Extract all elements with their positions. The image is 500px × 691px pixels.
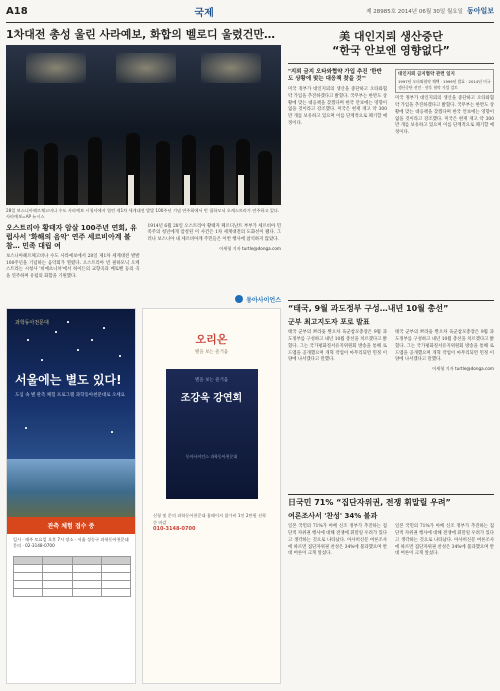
ad-brand-name: 동아사이언스 [246, 296, 281, 304]
info-box-body: 1997년 오타와협약 채택 · 1999년 발효 · 2014년 미국 생산중단 선언 · 향후 협약 가입 검토 [398, 79, 491, 90]
observatory-photo [7, 459, 135, 517]
japan-body-1: 일본 국민의 71%가 아베 신조 정부가 추진하는 집단적 자위권 행사에 대해 전쟁에 휘말릴 우려가 있다고 생각하는 것으로 나타났다. 아사히신문 여론조사에 따르면 집단자위권 찬성은 34%에 불과했으며 반대 여론이 크게 앞섰다. [288, 524, 387, 557]
lead-byline: 이세형 기자 turtle@donga.com [219, 246, 281, 252]
thailand-subhead: 군부 최고지도자 포로 발표 [288, 318, 370, 326]
dateline: 제 28985호 2014년 06월 30일 월요일 [366, 9, 463, 15]
landmine-body: 미국 정부가 대인지뢰의 생산을 중단하고 오타와협약 가입을 추진하겠다고 밝혔다. 국무부는 한반도 상황에 맞는 대응책을 찾겠다며 한국 안보에는 영향이 없을 것이라고 강조했다. 미국은 현재 재고 약 300만 개를 보유하고 있으며 이를 단계적으로 폐기할 예정이다. [288, 86, 387, 127]
lead-article [6, 28, 281, 281]
poster-top: 별을 보는 즐거움 [194, 378, 229, 383]
poster-title: 조강욱 강연회 [180, 393, 243, 404]
lead-body-2: 1914년 6월 28일 오스트리아 황태자 페르디난트 부부가 세르비아 민족주의 청년에게 암살된 이 사건은 1차 세계대전의 도화선이 됐다. 그러나 보스니아 내 세르비아계 주민들은 이번 행사에 참석하지 않았다. [147, 223, 281, 243]
info-box-title: 대인지뢰 금지협약 관련 일지 [398, 71, 455, 77]
photo-caption: 28일 보스니아헤르체고비나 수도 사라예보 시청사에서 열린 제1차 세계대전 발발 100주년 기념 연주회에서 빈 필하모닉 오케스트라가 연주하고 있다. 사라예보=AP 뉴시스 [6, 208, 280, 219]
observatory-ad[interactable] [6, 308, 136, 684]
poster-bottom: 동아사이언스 과학동아천문대 [185, 454, 238, 459]
divider [288, 494, 494, 495]
divider [288, 63, 494, 64]
thailand-article [288, 300, 494, 372]
brand-logo-icon [235, 295, 243, 303]
observatory-banner[interactable]: 관측 체험 접수 중 [7, 517, 135, 534]
lead-body-1: 보스니아헤르체고비나 수도 사라예보에서 28일 제1차 세계대전 발발 100주년을 기념하는 음악회가 열렸다. 오스트리아 빈 필하모닉 오케스트라는 시청사 '비예츠니차'에서 하이든의 교향곡과 베토벤 등의 곡을 연주하며 유럽의 화합을 기원했다. [6, 253, 140, 280]
japan-subhead: 여론조사서 '찬성' 34% 불과 [288, 512, 378, 520]
order-phone[interactable]: 010-3148-0700 [153, 526, 196, 532]
landmine-quote: "지뢰 금지 오타와협약 가입 추진 '한반도 상황에 맞는 대응책 찾을 것'" [288, 68, 382, 83]
concert-photo[interactable] [6, 45, 281, 205]
lead-subhead: 오스트리아 황태자 암살 100주년 연회, 유럽사서 '화해의 음악' 연주 세르비아계 불참… 민족 대립 여 [6, 223, 137, 250]
divider [288, 300, 494, 301]
observatory-info: 일시 · 매주 토요일 오후 7시 장소 · 서울 성동구 과학동아천문대 문의 · 02-3148-0700 [13, 537, 129, 549]
observatory-schedule-table [13, 556, 131, 597]
thailand-byline: 이세형 기자 turtle@donga.com [432, 366, 494, 372]
japan-article [288, 494, 494, 558]
lecture-ad[interactable] [142, 308, 281, 684]
observatory-slogan: 서울에는 별도 있다! [15, 373, 122, 387]
masthead [0, 0, 500, 22]
japan-body-2: 일본 국민의 71%가 아베 신조 정부가 추진하는 집단적 자위권 행사에 대해 전쟁에 휘말릴 우려가 있다고 생각하는 것으로 나타났다. 아사히신문 여론조사에 따르면 집단자위권 찬성은 34%에 불과했으며 반대 여론이 크게 앞섰다. [395, 524, 494, 557]
paper-name: 동아일보 [466, 7, 494, 15]
ad-brand [6, 294, 281, 304]
japan-headline[interactable]: 日국민 71% “집단자위권, 전쟁 휘말릴 우려” [288, 498, 451, 507]
landmine-article [288, 28, 494, 137]
page-number: A18 [6, 5, 28, 17]
thailand-body-1: 태국 군부의 쁘라윳 짠오차 육군참모총장은 9월 과도정부를 구성하고 내년 10월 총선을 치르겠다고 밝혔다. 그는 국가평화질서유지위원회 방송을 통해 로드맵을 공개했으며 개혁 작업이 마무리되면 민정 이양에 나서겠다고 말했다. [288, 330, 387, 363]
thailand-body-2: 태국 군부의 쁘라윳 짠오차 육군참모총장은 9월 과도정부를 구성하고 내년 10월 총선을 치르겠다고 밝혔다. 그는 국가평화질서유지위원회 방송을 통해 로드맵을 공개했으며 개혁 작업이 마무리되면 민정 이양에 나서겠다고 말했다. [395, 330, 494, 363]
landmine-body-cont: 미국 정부가 대인지뢰의 생산을 중단하고 오타와협약 가입을 추진하겠다고 밝혔다. 국무부는 한반도 상황에 맞는 대응책을 찾겠다며 한국 안보에는 영향이 없을 것이라고 강조했다. 미국은 현재 재고 약 300만 개를 보유하고 있으며 이를 단계적으로 폐기할 예정이다. [395, 96, 494, 136]
top-rule [6, 22, 494, 23]
lecture-poster [166, 369, 258, 499]
observatory-logo: 과학동아천문대 [15, 320, 49, 326]
landmine-headline-2[interactable]: “한국 안보엔 영향없다” [332, 43, 450, 57]
observatory-sub: 도심 속 별 관측 체험 프로그램 과학동아천문대로 오세요 [15, 393, 125, 398]
lecture-order-info [153, 513, 270, 534]
order-text: 신청 및 문의 과학동아천문대 홈페이지 참가비 1인 2만원 선착순 마감 [153, 513, 267, 525]
star-sky-panel [7, 309, 135, 459]
advertisement-area [6, 294, 281, 684]
lead-headline[interactable]: 1차대전 총성 울린 사라예보, 화합의 벨로디 울렸건만… [6, 28, 275, 41]
landmine-headline-1[interactable]: 美 대인지뢰 생산중단 [339, 30, 443, 43]
lecture-title-top: 오리온 [195, 333, 228, 346]
thailand-headline[interactable]: “태국, 9월 과도정부 구성…내년 10월 총선” [288, 304, 449, 313]
landmine-info-box [395, 69, 494, 94]
section-name: 국제 [194, 7, 214, 19]
lecture-tagline: 별을 보는 즐거움 [194, 350, 229, 355]
